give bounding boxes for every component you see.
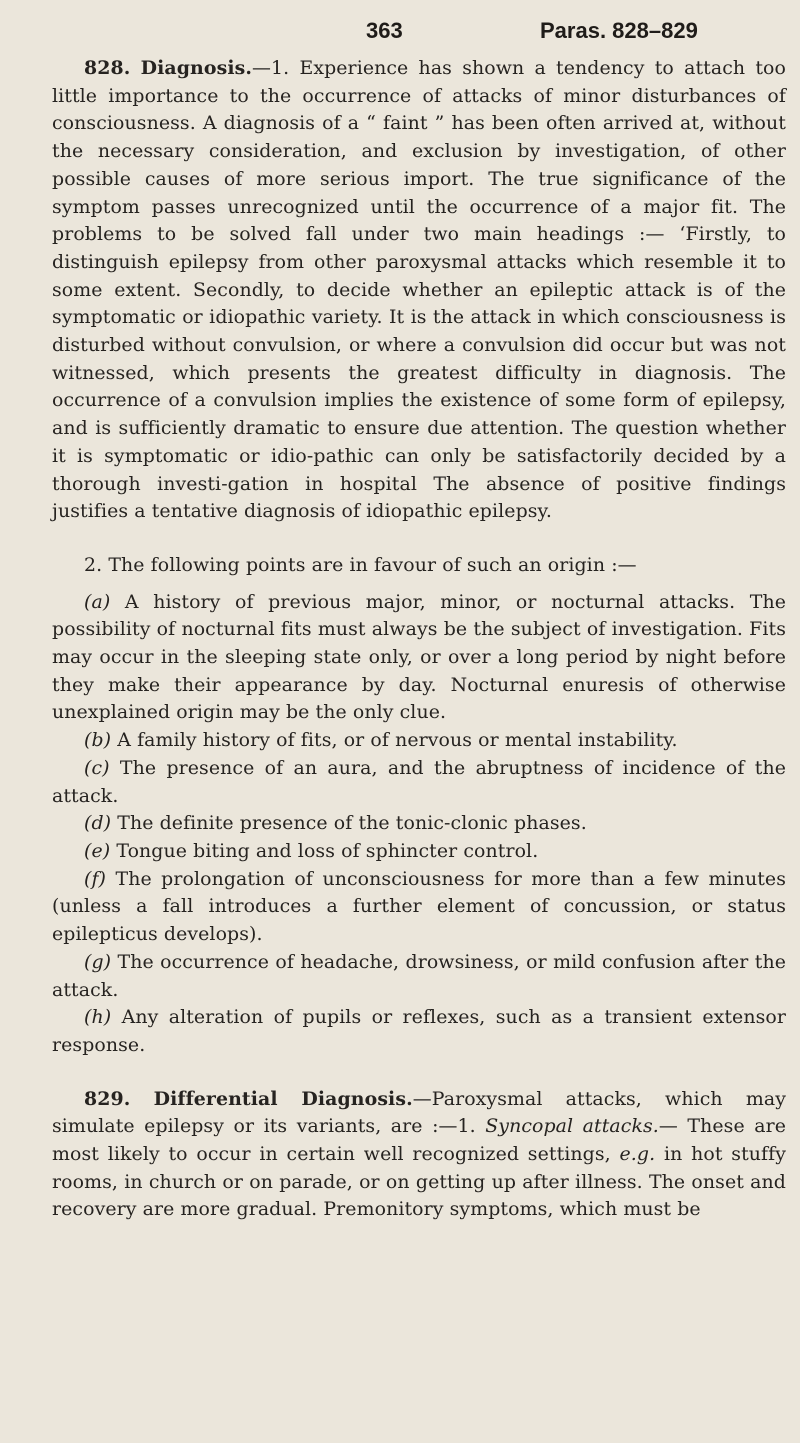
section-828-heading: Diagnosis. [140,57,253,79]
section-829-number: 829. [84,1087,131,1110]
list-item [52,866,786,949]
list-item-label: (b) [84,729,112,752]
list-item [52,1004,786,1059]
section-828-text: —1. Experience has shown a tendency to attach too little importance to the occurrence of attacks of minor disturbances of consciousness. A diagnosis of a “ faint ” has been often arrived at, without the necessary consideration, and exclusion by investigation, of other possible causes of more serious import. The true significance of the symptom passes unrecognized until the occurrence of a major fit. The problems to be solved fall under two main headings :— ‘Firstly, to distinguish epilepsy from other paroxysmal attacks which resemble it to some extent. Secondly, to decide whether an epileptic attack is of the symptomatic or idiopathic variety. It is the attack in which consciousness is disturbed without convulsion, or where a convulsion did occur but was not witnessed, which presents the greatest difficulty in diagnosis. The occurrence of a convulsion implies the existence of some form of epilepsy, and is sufficiently dramatic to ensure due attention. The question whether it is symptomatic or idio-pathic can only be satisfactorily decided by a thorough investi-gation in hospital The absence of positive findings justifies a tentative diagnosis of idiopathic epilepsy. [52,57,786,523]
list-item-text: The prolongation of unconsciousness for more than a few minutes (unless a fall introduces a further element of concussion, or status epilepticus develops). [52,867,786,946]
list-item-label: (d) [84,812,112,835]
list-item [52,838,786,866]
list-item-text: The definite presence of the tonic-clonic phases. [111,812,587,835]
list-item-text: A history of previous major, minor, or nocturnal attacks. The possibility of nocturnal fits must always be the subject of investigation. Fits may occur in the sleeping state only, or over a long period by night before they make their appearance by day. Nocturnal enuresis of otherwise unexplained origin may be the only clue. [52,590,786,724]
section-828-paragraph [52,55,786,526]
section-829-paragraph [52,1086,786,1225]
page-body [52,55,786,1224]
page-header [0,10,800,50]
list-item [52,589,786,728]
list-item [52,755,786,810]
list-item [52,810,786,838]
section-829-text-a: —Paroxysmal attacks, which may simulate epilepsy or its variants, are :—1. [52,1087,786,1138]
section-829-text-b: — These are most likely to occur in certain well recognized settings, [52,1115,786,1166]
section-829-heading: Differential Diagnosis. [153,1087,413,1110]
list-item-text: Any alteration of pupils or reflexes, such as a transient extensor response. [52,1006,786,1056]
list-item-label: (a) [84,590,111,613]
paragraph-range: Paras. 828–829 [540,18,698,43]
list-item-text: The occurrence of headache, drowsiness, or mild confusion after the attack. [52,950,786,1001]
list-item-label: (g) [84,950,112,973]
section-828-number: 828. [84,57,131,79]
list-item-label: (e) [84,839,111,862]
list-item-text: Tongue biting and loss of sphincter control. [110,839,539,862]
section-829-text-c: in hot stuffy rooms, in church or on parade, or on getting up after illness. The onset and recovery are more gradual. Premonitory symptoms, which must be [52,1143,786,1221]
list-item-label: (c) [84,756,110,779]
section-829-italic-term: Syncopal attacks. [485,1115,659,1138]
list-item [52,727,786,755]
list-item-text: A family history of fits, or of nervous or mental instability. [111,729,678,752]
list-item [52,949,786,1004]
page-number: 363 [366,18,403,43]
list-item-text: The presence of an aura, and the abruptness of incidence of the attack. [52,756,786,807]
criteria-list [52,589,786,1060]
section-828-point-2: 2. The following points are in favour of such an origin :— [84,553,637,576]
list-item-label: (f) [84,867,107,890]
list-item-label: (h) [84,1006,112,1029]
section-829-eg: e.g. [619,1143,656,1166]
